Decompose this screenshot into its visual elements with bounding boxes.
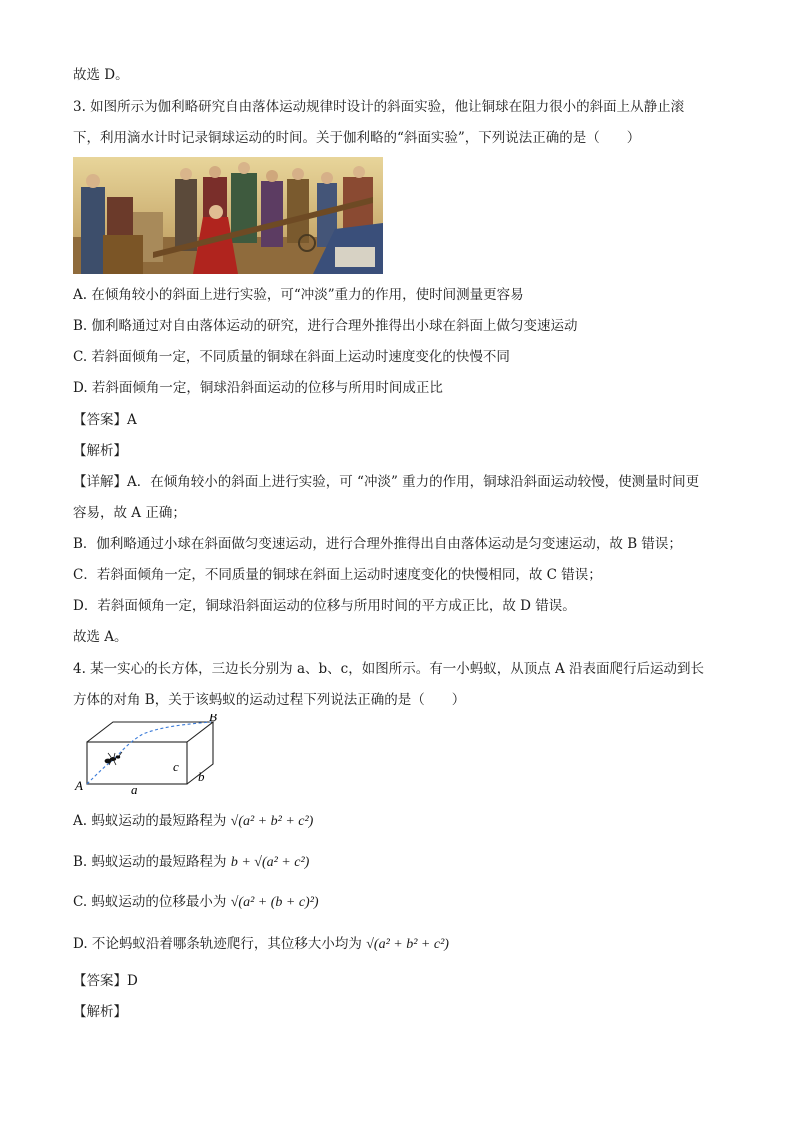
q4-answer: 【答案】D	[73, 973, 138, 989]
q3-analysis-heading: 【解析】	[73, 443, 127, 459]
q3-detail-line1: 【详解】A．在倾角较小的斜面上进行实验，可 “冲淡” 重力的作用，铜球沿斜面运动较慢，使测量时间更	[73, 474, 700, 490]
q4-analysis-heading: 【解析】	[73, 1004, 127, 1020]
q3-detail-c: C．若斜面倾角一定，不同质量的铜球在斜面上运动时速度变化的快慢相同，故 C 错误；	[73, 567, 602, 583]
q3-stem-line2: 下，利用滴水计时记录铜球运动的时间。关于伽利略的“斜面实验”，下列说法正确的是（ ）	[73, 130, 641, 146]
q3-option-c: C. 若斜面倾角一定，不同质量的铜球在斜面上运动时速度变化的快慢不同	[73, 349, 510, 365]
q4-option-b	[73, 853, 309, 872]
q4-option-d	[73, 935, 449, 954]
q4-option-b-text: B. 蚂蚁运动的最短路程为	[73, 854, 227, 870]
cuboid-ant-diagram	[73, 714, 233, 794]
q4-option-c	[73, 893, 319, 912]
q4-formula-b: b + √(a² + c²)	[230, 855, 310, 870]
q4-formula-d: √(a² + b² + c²)	[366, 937, 449, 952]
q3-stem-line1: 3. 如图所示为伽利略研究自由落体运动规律时设计的斜面实验，他让铜球在阻力很小的斜面上从静止滚	[73, 99, 685, 115]
line-prev-answer: 故选 D。	[73, 67, 129, 83]
q3-option-b: B. 伽利略通过对自由落体运动的研究，进行合理外推得出小球在斜面上做匀变速运动	[73, 318, 578, 334]
q3-option-d: D. 若斜面倾角一定，铜球沿斜面运动的位移与所用时间成正比	[73, 380, 443, 396]
q4-stem-line1: 4. 某一实心的长方体，三边长分别为 a、b、c，如图所示。有一小蚂蚁，从顶点 A 沿表面爬行后运动到长	[73, 661, 705, 677]
label-edge-c: c	[173, 759, 179, 774]
label-b-vertex: B	[209, 714, 217, 724]
q4-formula-a: √(a² + b² + c²)	[230, 814, 314, 829]
q3-detail-b: B．伽利略通过小球在斜面做匀变速运动，进行合理外推得出自由落体运动是匀变速运动，故 B 错误；	[73, 536, 682, 552]
q4-option-a	[73, 812, 313, 831]
label-a-vertex: A	[75, 778, 83, 793]
q3-answer: 【答案】A	[73, 412, 137, 428]
q3-detail-d: D．若斜面倾角一定，铜球沿斜面运动的位移与所用时间的平方成正比，故 D 错误。	[73, 598, 576, 614]
q3-option-a: A. 在倾角较小的斜面上进行实验，可“冲淡”重力的作用，使时间测量更容易	[73, 287, 524, 303]
q3-detail-line2: 容易，故 A 正确；	[73, 505, 186, 521]
q3-conclusion: 故选 A。	[73, 629, 128, 645]
galileo-painting-image	[73, 157, 383, 274]
label-edge-a: a	[131, 782, 138, 794]
q4-formula-c: √(a² + (b + c)²)	[230, 895, 319, 910]
q4-option-d-text: D. 不论蚂蚁沿着哪条轨迹爬行，其位移大小均为	[73, 936, 362, 952]
q4-stem-line2: 方体的对角 B，关于该蚂蚁的运动过程下列说法正确的是（ ）	[73, 692, 466, 708]
q4-option-c-text: C. 蚂蚁运动的位移最小为	[73, 894, 227, 910]
q4-option-a-text: A. 蚂蚁运动的最短路程为	[73, 813, 227, 829]
label-edge-b: b	[198, 769, 205, 784]
